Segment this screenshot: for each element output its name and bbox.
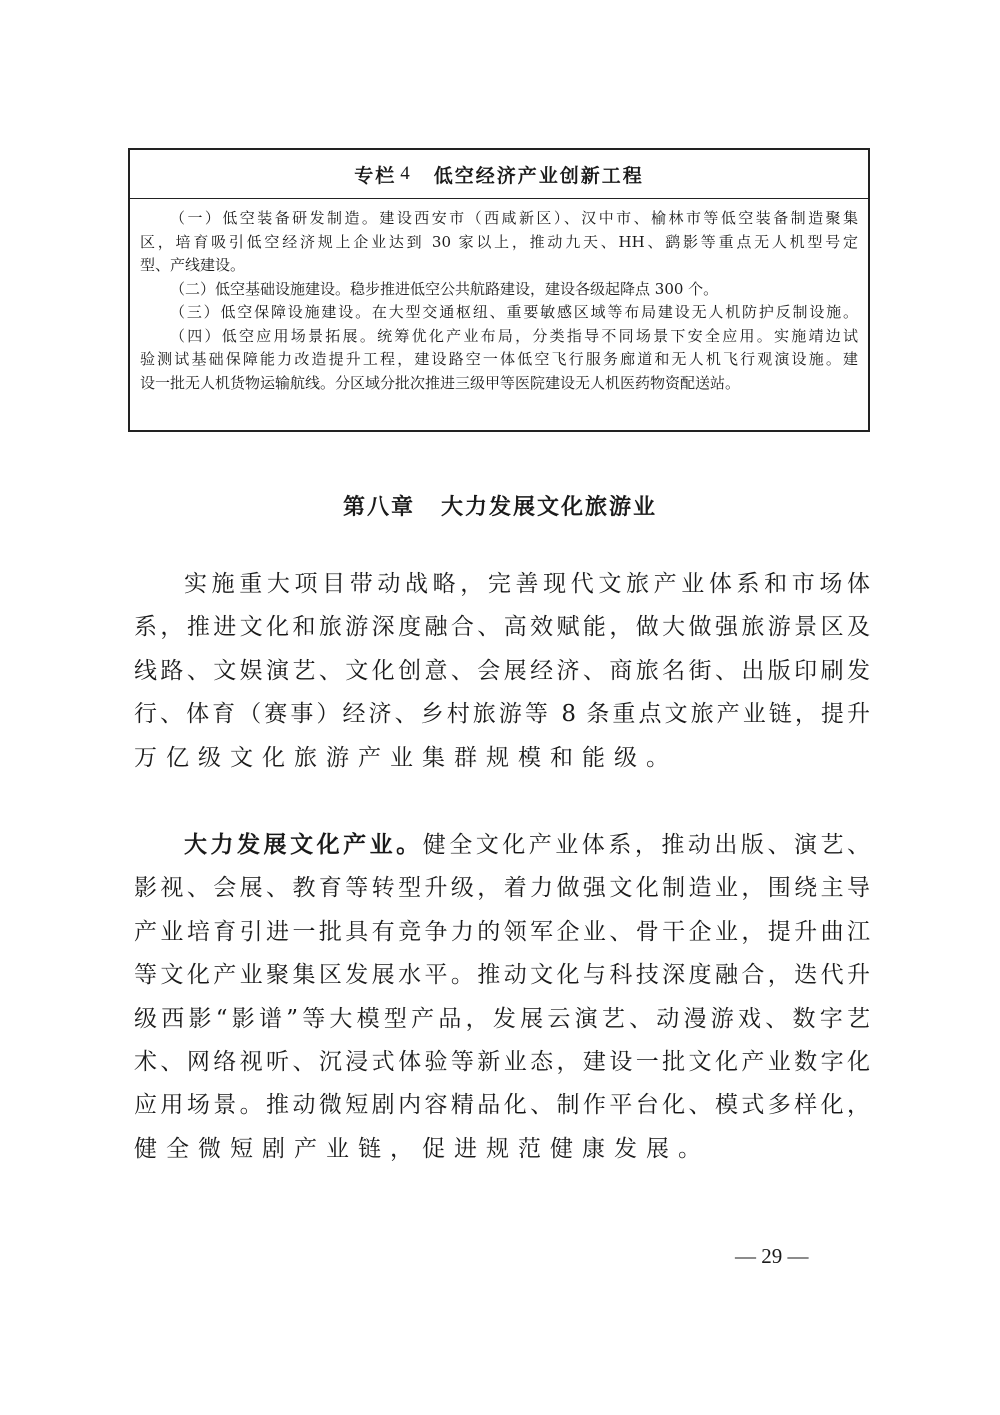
text-line: 等文化产业聚集区发展水平。推动文化与科技深度融合，迭代升 — [134, 962, 870, 989]
column-line: 验测试基础保障能力改造提升工程，建设路空一体低空飞行服务廊道和无人机飞行观演设施。建 — [140, 350, 858, 368]
column-line: 型、产线建设。 — [140, 256, 246, 274]
text-span: 健全文化产业体系，推动出版、演艺、 — [422, 832, 871, 858]
column-title-text: 低空经济产业创新工程 — [433, 164, 644, 187]
text-line: 产业培育引进一批具有竞争力的领军企业、骨干企业，提升曲江 — [134, 918, 870, 945]
text-line: 术、网络视听、沉浸式体验等新业态，建设一批文化产业数字化 — [134, 1048, 870, 1075]
page-number: — 29 — — [735, 1244, 809, 1268]
column-prefix: 专栏 — [354, 164, 397, 187]
chapter-number: 第八章 — [342, 495, 415, 520]
column-line: 设一批无人机货物运输航线。分区域分批次推进三级甲等医院建设无人机医药物资配送站。 — [140, 373, 741, 392]
column-line: 区，培育吸引低空经济规上企业达到 30 家以上，推动九天、HH、鹞影等重点无人机型号定 — [140, 232, 858, 251]
column-box — [128, 148, 870, 432]
text-line: 行、体育（赛事）经济、乡村旅游等 8 条重点文旅产业链，提升 — [134, 701, 870, 728]
text-line: 应用场景。推动微短剧内容精品化、制作平台化、模式多样化， — [134, 1092, 870, 1119]
paragraph-2 — [134, 824, 870, 1171]
paragraph-lead: 大力发展文化产业。 — [184, 832, 423, 858]
column-line: （四）低空应用场景拓展。统筹优化产业布局，分类指导不同场景下安全应用。实施靖边试 — [170, 326, 858, 345]
column-line: （三）低空保障设施建设。在大型交通枢纽、重要敏感区域等布局建设无人机防护反制设施。 — [170, 303, 858, 321]
column-line: （一）低空装备研发制造。建设西安市（西咸新区）、汉中市、榆林市等低空装备制造聚集 — [170, 209, 858, 227]
chapter-heading — [0, 490, 1000, 521]
text-line: 影视、会展、教育等转型升级，着力做强文化制造业，围绕主导 — [134, 875, 870, 902]
column-body — [130, 199, 868, 395]
column-number: 4 — [400, 163, 412, 184]
text-line: 线路、文娱演艺、文化创意、会展经济、商旅名街、出版印刷发 — [134, 657, 870, 684]
text-line: 万亿级文化旅游产业集群规模和能级。 — [134, 744, 678, 771]
chapter-title: 大力发展文化旅游业 — [441, 495, 658, 520]
column-title — [130, 150, 868, 199]
text-line: 实施重大项目带动战略，完善现代文旅产业体系和市场体 — [184, 571, 870, 597]
text-line: 级西影“影谱”等大模型产品，发展云演艺、动漫游戏、数字艺 — [134, 1005, 870, 1032]
text-line: 系，推进文化和旅游深度融合、高效赋能，做大做强旅游景区及 — [134, 614, 870, 641]
column-line: （二）低空基础设施建设。稳步推进低空公共航路建设，建设各级起降点 300 个。 — [170, 279, 719, 298]
text-line: 健全微短剧产业链，促进规范健康发展。 — [134, 1135, 710, 1162]
paragraph-1 — [134, 563, 870, 780]
text-line — [134, 824, 870, 867]
